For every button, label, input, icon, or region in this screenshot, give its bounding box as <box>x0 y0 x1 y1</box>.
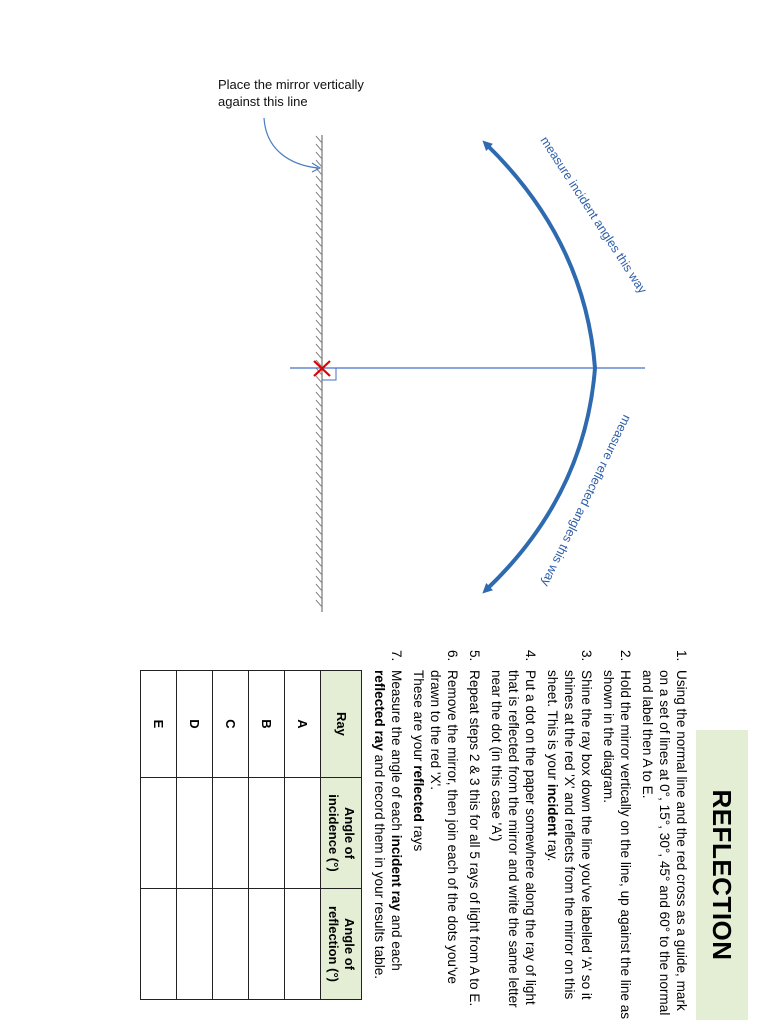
header-angle-of-incidence: Angle of incidence (°) <box>321 777 362 888</box>
table-row <box>141 671 177 1000</box>
reflected-arc-arrow <box>486 368 595 590</box>
incidence-cell[interactable] <box>141 777 177 888</box>
mirror-hatch <box>316 376 322 383</box>
steps-list <box>366 650 690 1020</box>
mirror-hatch <box>316 352 322 359</box>
mirror-hatch <box>316 448 322 455</box>
mirror-hatch <box>316 432 322 439</box>
reflected-angles-label: measure reflected angles this way <box>538 412 634 589</box>
reflection-cell[interactable] <box>249 888 285 999</box>
instructions-panel <box>151 650 748 1020</box>
mirror-hatch <box>316 264 322 271</box>
ray-label: A <box>285 671 321 778</box>
table-header-row <box>321 671 362 1000</box>
step-item: 4. Put a dot on the paper somewhere along the ray of light that is reflected from the mirror and write the same letter near the dot (in this case 'A') <box>489 650 538 1008</box>
header-angle-of-reflection: Angle of reflection (°) <box>321 888 362 999</box>
table-row <box>285 671 321 1000</box>
reflection-cell[interactable] <box>177 888 213 999</box>
mirror-hatch <box>316 392 322 399</box>
mirror-hatch <box>316 344 322 351</box>
mirror-hatch <box>316 584 322 591</box>
mirror-hatch <box>316 184 322 191</box>
mirror-hatch <box>316 240 322 247</box>
incidence-cell[interactable] <box>249 777 285 888</box>
mirror-hatch <box>316 320 322 327</box>
title-banner <box>696 730 748 1020</box>
mirror-hatch <box>316 144 322 151</box>
step-item: 5. Repeat steps 2 & 3 this for all 5 rays of light from A to E. <box>467 650 482 1007</box>
mirror-instruction-annotation <box>218 76 364 110</box>
mirror-hatch <box>316 424 322 431</box>
ray-label: C <box>213 671 249 778</box>
annotation-line-1: Place the mirror vertically <box>218 77 364 92</box>
mirror-hatch <box>316 136 322 143</box>
incidence-cell[interactable] <box>177 777 213 888</box>
mirror-hatch <box>316 192 322 199</box>
mirror-hatch <box>316 176 322 183</box>
step-item: 6. Remove the mirror, then join each of the dots you've drawn to the red 'X'. These are your reflected rays <box>411 650 460 984</box>
mirror-hatch <box>316 528 322 535</box>
mirror-hatch <box>316 576 322 583</box>
mirror-hatch <box>316 440 322 447</box>
mirror-hatch <box>316 568 322 575</box>
results-table <box>140 670 362 1000</box>
mirror-hatch <box>316 544 322 551</box>
mirror-hatch <box>316 496 322 503</box>
reflection-cell[interactable] <box>141 888 177 999</box>
mirror-hatch <box>316 488 322 495</box>
mirror-hatch <box>316 472 322 479</box>
mirror-hatch <box>316 520 322 527</box>
mirror-hatch <box>316 384 322 391</box>
mirror-hatch <box>316 408 322 415</box>
step-item: 2. Hold the mirror vertically on the line, up against the line as shown in the diagram. <box>601 650 633 1020</box>
step-item: 3. Shine the ray box down the line you've labelled 'A' so it shines at the red 'X' and reflects from the mirror on this sheet. This is your incident ray. <box>545 650 594 1000</box>
ray-label: B <box>249 671 285 778</box>
mirror-hatch <box>316 552 322 559</box>
mirror-hatch <box>316 288 322 295</box>
mirror-hatch <box>316 600 322 607</box>
mirror-hatch <box>316 200 322 207</box>
reflection-cell[interactable] <box>285 888 321 999</box>
mirror-hatch <box>316 504 322 511</box>
step-item: 1. Using the normal line and the red cross as a guide, mark on a set of lines at 0°, 15°, 30°, 45° and 60° to the normal and label then A to E. <box>640 650 689 1016</box>
mirror-hatch <box>316 328 322 335</box>
annotation-pointer <box>264 118 318 168</box>
mirror-hatch <box>316 232 322 239</box>
table-row <box>177 671 213 1000</box>
ray-label: D <box>177 671 213 778</box>
table-row <box>249 671 285 1000</box>
mirror-hatch <box>316 256 322 263</box>
mirror-hatch <box>316 152 322 159</box>
annotation-line-2: against this line <box>218 94 308 109</box>
ray-label: E <box>141 671 177 778</box>
mirror-hatch <box>316 456 322 463</box>
mirror-hatch <box>316 560 322 567</box>
mirror-hatch <box>316 272 322 279</box>
mirror-hatch <box>316 592 322 599</box>
incidence-cell[interactable] <box>285 777 321 888</box>
step-item: 7. Measure the angle of each incident ray and each reflected ray and record them in your results table. <box>372 650 404 980</box>
mirror-hatch <box>316 216 322 223</box>
incident-angles-label: measure incident angles this way <box>537 134 650 297</box>
mirror-hatch <box>316 480 322 487</box>
mirror-hatch <box>316 416 322 423</box>
mirror-hatch <box>316 400 322 407</box>
incidence-cell[interactable] <box>213 777 249 888</box>
mirror-hatch <box>316 336 322 343</box>
mirror-hatch <box>316 248 322 255</box>
mirror-hatch <box>316 280 322 287</box>
mirror-hatch <box>316 536 322 543</box>
mirror-hatch <box>316 312 322 319</box>
mirror-hatch <box>316 296 322 303</box>
header-ray: Ray <box>321 671 362 778</box>
table-row <box>213 671 249 1000</box>
mirror-hatch <box>316 512 322 519</box>
mirror-hatch <box>316 208 322 215</box>
reflection-cell[interactable] <box>213 888 249 999</box>
mirror-hatch <box>316 224 322 231</box>
mirror-hatch <box>316 304 322 311</box>
mirror-hatch <box>316 464 322 471</box>
page-title: REFLECTION <box>707 789 737 961</box>
